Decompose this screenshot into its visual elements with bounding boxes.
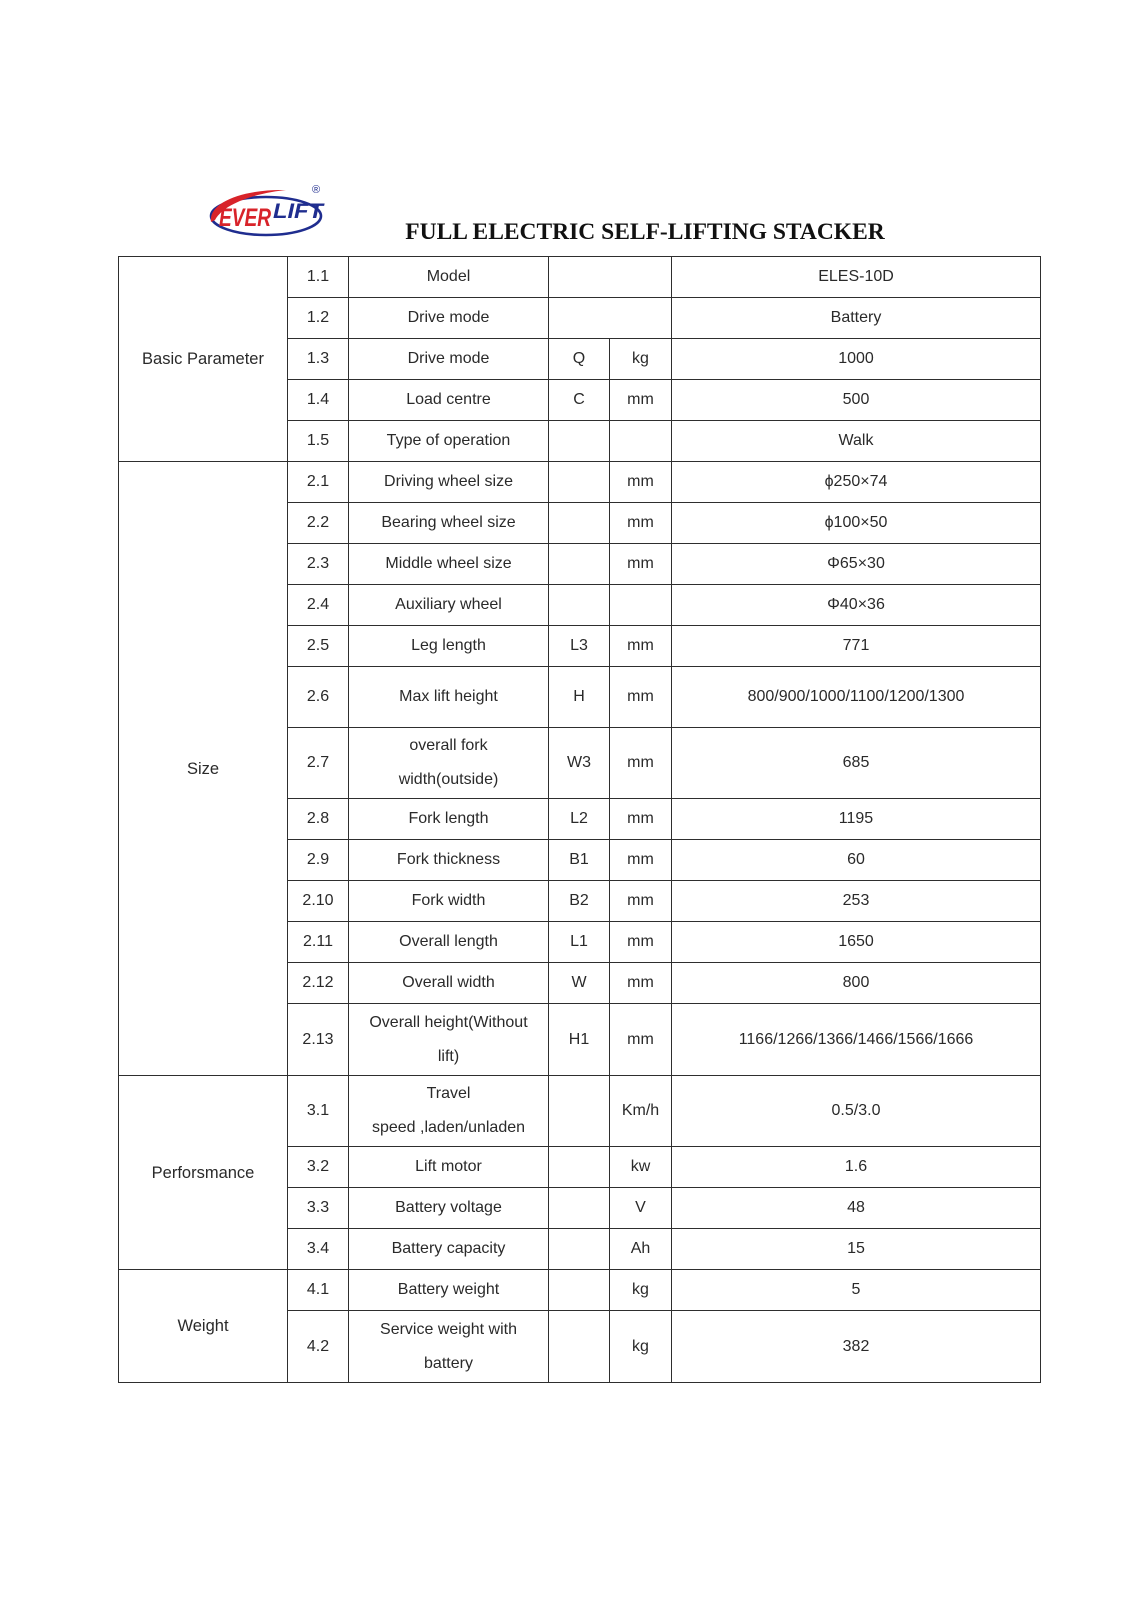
item-number-cell: 2.8 bbox=[288, 799, 349, 840]
category-cell: Basic Parameter bbox=[119, 257, 288, 462]
value-cell: 253 bbox=[672, 881, 1041, 922]
symbol-cell bbox=[549, 462, 610, 503]
unit-cell: kg bbox=[610, 1270, 672, 1311]
symbol-unit-cell bbox=[549, 298, 672, 339]
symbol-cell: W bbox=[549, 963, 610, 1004]
document-title: FULL ELECTRIC SELF-LIFTING STACKER bbox=[405, 219, 885, 245]
item-number-cell: 2.6 bbox=[288, 667, 349, 728]
symbol-cell bbox=[549, 1076, 610, 1147]
unit-cell: mm bbox=[610, 963, 672, 1004]
item-number-cell: 2.11 bbox=[288, 922, 349, 963]
item-number-cell: 2.9 bbox=[288, 840, 349, 881]
parameter-cell: Drive mode bbox=[349, 298, 549, 339]
parameter-cell: Overall length bbox=[349, 922, 549, 963]
parameter-cell: Travel speed ,laden/unladen bbox=[349, 1076, 549, 1147]
value-cell: 48 bbox=[672, 1188, 1041, 1229]
unit-cell: mm bbox=[610, 667, 672, 728]
unit-cell: mm bbox=[610, 922, 672, 963]
parameter-cell: overall fork width(outside) bbox=[349, 728, 549, 799]
parameter-cell: Auxiliary wheel bbox=[349, 585, 549, 626]
item-number-cell: 4.2 bbox=[288, 1311, 349, 1383]
symbol-cell: B1 bbox=[549, 840, 610, 881]
parameter-cell: Battery voltage bbox=[349, 1188, 549, 1229]
item-number-cell: 2.13 bbox=[288, 1004, 349, 1076]
value-cell: ϕ100×50 bbox=[672, 503, 1041, 544]
specification-table bbox=[118, 256, 1041, 1383]
parameter-cell: Driving wheel size bbox=[349, 462, 549, 503]
unit-cell: mm bbox=[610, 544, 672, 585]
value-cell: 1166/1266/1366/1466/1566/1666 bbox=[672, 1004, 1041, 1076]
symbol-cell bbox=[549, 1147, 610, 1188]
value-cell: 771 bbox=[672, 626, 1041, 667]
unit-cell: Ah bbox=[610, 1229, 672, 1270]
unit-cell: Km/h bbox=[610, 1076, 672, 1147]
parameter-cell: Drive mode bbox=[349, 339, 549, 380]
value-cell: 1650 bbox=[672, 922, 1041, 963]
table-row bbox=[119, 1270, 1041, 1311]
parameter-cell: Overall height(Without lift) bbox=[349, 1004, 549, 1076]
item-number-cell: 1.5 bbox=[288, 421, 349, 462]
value-cell: 5 bbox=[672, 1270, 1041, 1311]
item-number-cell: 1.2 bbox=[288, 298, 349, 339]
value-cell: Battery bbox=[672, 298, 1041, 339]
item-number-cell: 2.5 bbox=[288, 626, 349, 667]
item-number-cell: 1.4 bbox=[288, 380, 349, 421]
parameter-cell: Battery capacity bbox=[349, 1229, 549, 1270]
symbol-cell: L1 bbox=[549, 922, 610, 963]
value-cell: 15 bbox=[672, 1229, 1041, 1270]
logo-text-lift: LIFT bbox=[273, 200, 326, 223]
unit-cell bbox=[610, 421, 672, 462]
parameter-cell: Model bbox=[349, 257, 549, 298]
unit-cell: mm bbox=[610, 462, 672, 503]
value-cell: Φ40×36 bbox=[672, 585, 1041, 626]
value-cell: 800 bbox=[672, 963, 1041, 1004]
unit-cell: kg bbox=[610, 339, 672, 380]
parameter-cell: Middle wheel size bbox=[349, 544, 549, 585]
symbol-unit-cell bbox=[549, 257, 672, 298]
value-cell: ELES-10D bbox=[672, 257, 1041, 298]
unit-cell: mm bbox=[610, 1004, 672, 1076]
logo-text-ever: EVER bbox=[219, 204, 271, 232]
symbol-cell: B2 bbox=[549, 881, 610, 922]
unit-cell: kw bbox=[610, 1147, 672, 1188]
item-number-cell: 2.4 bbox=[288, 585, 349, 626]
value-cell: 685 bbox=[672, 728, 1041, 799]
parameter-cell: Max lift height bbox=[349, 667, 549, 728]
item-number-cell: 2.12 bbox=[288, 963, 349, 1004]
symbol-cell bbox=[549, 1270, 610, 1311]
value-cell: 800/900/1000/1100/1200/1300 bbox=[672, 667, 1041, 728]
item-number-cell: 1.3 bbox=[288, 339, 349, 380]
item-number-cell: 2.10 bbox=[288, 881, 349, 922]
unit-cell: mm bbox=[610, 380, 672, 421]
parameter-cell: Service weight with battery bbox=[349, 1311, 549, 1383]
specification-table-body bbox=[119, 257, 1041, 1383]
symbol-cell bbox=[549, 421, 610, 462]
unit-cell: mm bbox=[610, 799, 672, 840]
symbol-cell bbox=[549, 503, 610, 544]
unit-cell: mm bbox=[610, 626, 672, 667]
item-number-cell: 3.4 bbox=[288, 1229, 349, 1270]
table-row bbox=[119, 462, 1041, 503]
unit-cell: kg bbox=[610, 1311, 672, 1383]
table-row bbox=[119, 257, 1041, 298]
unit-cell: mm bbox=[610, 840, 672, 881]
symbol-cell: Q bbox=[549, 339, 610, 380]
value-cell: 1195 bbox=[672, 799, 1041, 840]
unit-cell bbox=[610, 585, 672, 626]
everlift-logo bbox=[206, 180, 330, 242]
parameter-cell: Lift motor bbox=[349, 1147, 549, 1188]
item-number-cell: 2.2 bbox=[288, 503, 349, 544]
parameter-cell: Bearing wheel size bbox=[349, 503, 549, 544]
category-cell: Perforsmance bbox=[119, 1076, 288, 1270]
value-cell: Φ65×30 bbox=[672, 544, 1041, 585]
symbol-cell bbox=[549, 1188, 610, 1229]
item-number-cell: 3.2 bbox=[288, 1147, 349, 1188]
parameter-cell: Load centre bbox=[349, 380, 549, 421]
symbol-cell bbox=[549, 544, 610, 585]
item-number-cell: 2.7 bbox=[288, 728, 349, 799]
parameter-cell: Leg length bbox=[349, 626, 549, 667]
parameter-cell: Type of operation bbox=[349, 421, 549, 462]
item-number-cell: 4.1 bbox=[288, 1270, 349, 1311]
symbol-cell bbox=[549, 1311, 610, 1383]
value-cell: 1000 bbox=[672, 339, 1041, 380]
parameter-cell: Fork length bbox=[349, 799, 549, 840]
symbol-cell: L3 bbox=[549, 626, 610, 667]
item-number-cell: 3.3 bbox=[288, 1188, 349, 1229]
symbol-cell: H1 bbox=[549, 1004, 610, 1076]
value-cell: ϕ250×74 bbox=[672, 462, 1041, 503]
symbol-cell bbox=[549, 585, 610, 626]
symbol-cell: W3 bbox=[549, 728, 610, 799]
item-number-cell: 3.1 bbox=[288, 1076, 349, 1147]
symbol-cell bbox=[549, 1229, 610, 1270]
category-cell: Weight bbox=[119, 1270, 288, 1383]
value-cell: Walk bbox=[672, 421, 1041, 462]
value-cell: 60 bbox=[672, 840, 1041, 881]
item-number-cell: 2.1 bbox=[288, 462, 349, 503]
parameter-cell: Overall width bbox=[349, 963, 549, 1004]
value-cell: 1.6 bbox=[672, 1147, 1041, 1188]
value-cell: 382 bbox=[672, 1311, 1041, 1383]
item-number-cell: 2.3 bbox=[288, 544, 349, 585]
value-cell: 0.5/3.0 bbox=[672, 1076, 1041, 1147]
value-cell: 500 bbox=[672, 380, 1041, 421]
parameter-cell: Fork thickness bbox=[349, 840, 549, 881]
unit-cell: mm bbox=[610, 728, 672, 799]
parameter-cell: Battery weight bbox=[349, 1270, 549, 1311]
parameter-cell: Fork width bbox=[349, 881, 549, 922]
unit-cell: mm bbox=[610, 503, 672, 544]
logo-registered-mark: ® bbox=[312, 184, 321, 196]
category-cell: Size bbox=[119, 462, 288, 1076]
unit-cell: mm bbox=[610, 881, 672, 922]
item-number-cell: 1.1 bbox=[288, 257, 349, 298]
symbol-cell: C bbox=[549, 380, 610, 421]
symbol-cell: L2 bbox=[549, 799, 610, 840]
table-row bbox=[119, 1076, 1041, 1147]
unit-cell: V bbox=[610, 1188, 672, 1229]
symbol-cell: H bbox=[549, 667, 610, 728]
